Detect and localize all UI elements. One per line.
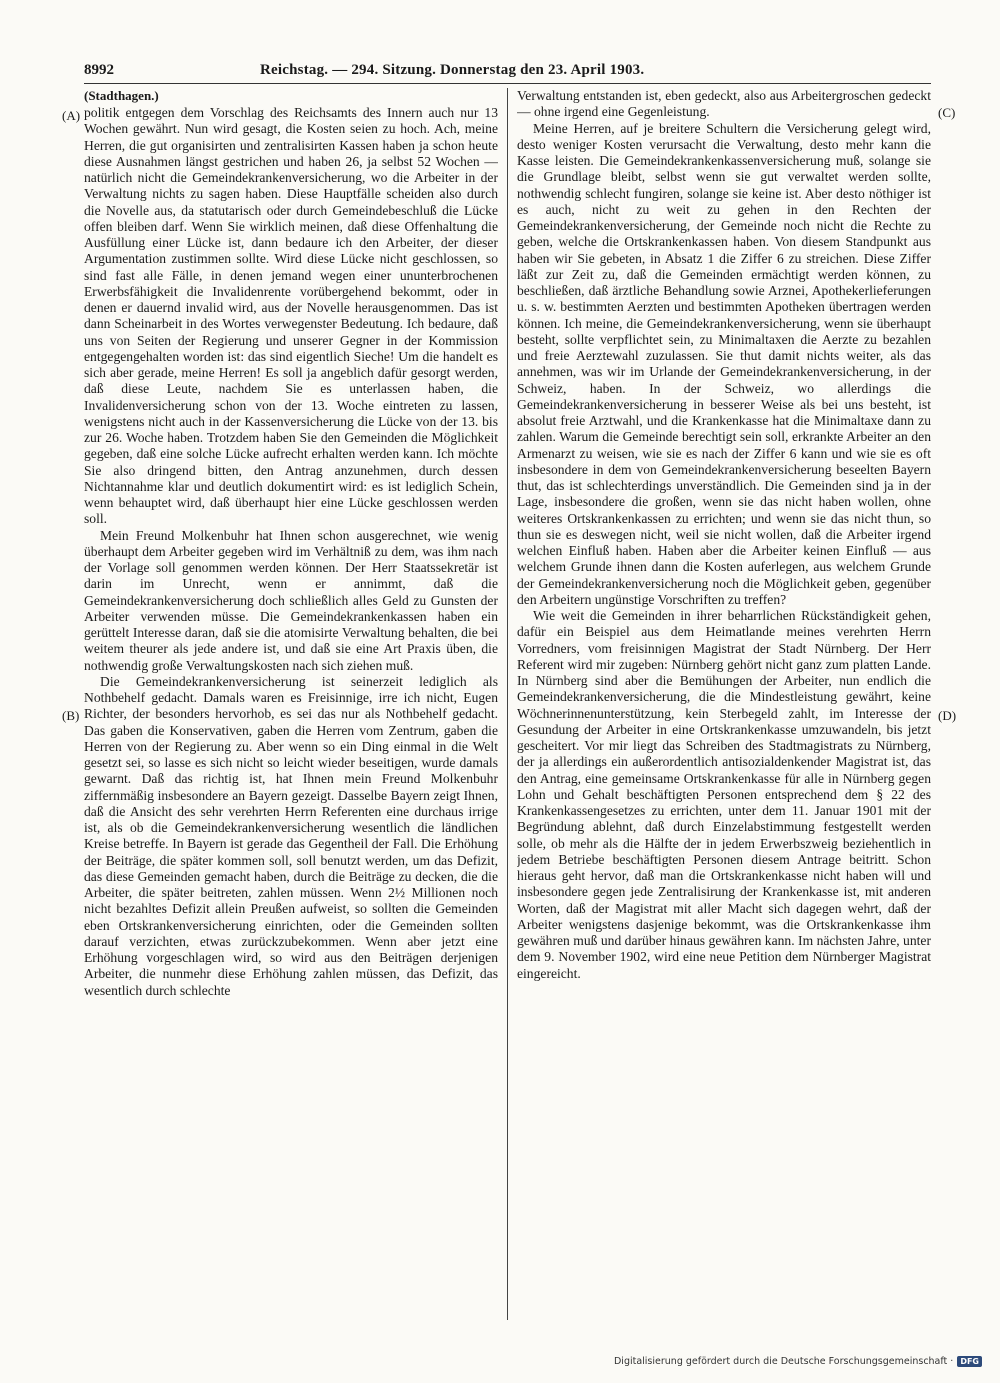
right-column bbox=[517, 88, 931, 1328]
paragraph: Meine Herren, auf je breitere Schultern die Versicherung gelegt wird, desto weniger Kosten verursacht die Verwaltung, desto mehr kann die Kasse leisten. Die Gemeindekrankenkassenversicherung muß, solange sie die Grundlage bleibt, selbst wenn sie gut verwaltet werden sollte, nothwendig schlecht fungiren, solange sie keine ist. Aber desto nöthiger ist es auch, nicht zu weit zu gehen in den Rechten der Gemeindekrankenversicherung, der Gemeinde noch nicht die Rechte zu geben, welche die Ortskrankenkassen haben. Von diesem Standpunkt aus haben wir Sie gebeten, in Absatz 1 die Ziffer 6 zu streichen. Diese Ziffer läßt zur Zeit zu, daß die Gemeinden ermächtigt werden können, zu beschließen, daß ärztliche Behandlung sowie Arznei, Apothekerlieferungen u. s. w. bestimmten Aerzten und bestimmten Apotheken übertragen werden können. Ich meine, die Gemeindekrankenversicherung, wenn sie überhaupt besteht, sollte verpflichtet sein, zu Minimaltaxen die Aerzte zu bezahlen und freie Aerztewahl zuzulassen. Sie thut damit nichts weiter, als das annehmen, was wir im Urlande der Gemeindekrankenversicherung, in der Schweiz, haben. In der Schweiz, wo allerdings die Gemeindekrankenversicherung in besserer Weise als bei uns besteht, ist absolut freie Arztwahl, und die Krankenkasse hat die Minimaltaxe dann zu zahlen. Warum die Gemeinde berechtigt sein soll, erkrankte Arbeiter an den Armenarzt zu weisen, wie sie es nach der Ziffer 6 kann und wie sie es oft insbesondere in dem von Gemeindekrankenversicherung beseelten Bayern thut, das ist schlechterdings unverständlich. Die Gemeinden sind ja in der Lage, insbesondere die großen, wenn sie das nicht haben wollen, ohne weiteres Ortskrankenkassen zu errichten; und wenn sie das nicht thun, so thun sie es deswegen nicht, weil sie nicht wollen, daß die Arbeiter irgend welchen Einfluß haben. Haben aber die Arbeiter keinen Einfluß — aus welchem Grunde ihnen dann die Kosten auferlegen, aus welchem Grunde der Gemeindekrankenversicherung noch die Möglichkeit geben, gegenüber den Arbeitern ungünstige Vorschriften zu treffen? bbox=[517, 120, 931, 607]
running-title: Reichstag. — 294. Sitzung. Donnerstag den 23. April 1903. bbox=[260, 62, 645, 78]
footer-text: Digitalisierung gefördert durch die Deutsche Forschungsgemeinschaft · bbox=[613, 1356, 954, 1367]
left-column bbox=[84, 105, 498, 1330]
paragraph: Mein Freund Molkenbuhr hat Ihnen schon ausgerechnet, wie wenig überhaupt dem Arbeiter gegeben wird im Verhältniß zu dem, was ihm nach der Vorlage soll genommen werden können. Der Herr Staatssekretär ist darin im Unrecht, wenn er annimmt, daß die Gemeindekrankenversicherung doch schließlich alles Geld zu Gunsten der Arbeiter verwenden müsse. Die Gemeindekrankenkassen haben ein gerüttelt Interesse daran, daß sie die atomisirte Verwaltung behalten, die bei weitem theurer als jede andere ist, und daß sie eine Art Praxis üben, die nothwendig große Verwaltungskosten nach sich ziehen muß. bbox=[84, 527, 498, 673]
margin-marker-a: (A) bbox=[62, 108, 81, 123]
margin-marker-c: (C) bbox=[938, 105, 956, 120]
margin-marker-d: (D) bbox=[938, 708, 957, 723]
paragraph: Die Gemeindekrankenversicherung ist seinerzeit lediglich als Nothbehelf gedacht. Damals waren es Freisinnige, irre ich nicht, Eugen Richter, der besonders hervorhob, es sei das nur als Nothbehelf gedacht. Das gaben die Konservativen, gaben die Herren vom Zentrum, gaben die Herren von der Regierung zu. Aber wenn so ein Ding einmal in die Welt gesetzt sei, so lasse es sich nicht so leicht wieder beseitigen, wurde damals gewarnt. Daß das richtig ist, hat Ihnen mein Freund Molkenbuhr ziffernmäßig insbesondere an Bayern gezeigt. Dasselbe Bayern zeigt Ihnen, daß die Ansicht des sehr verehrten Herrn Referenten eine durchaus irrige ist, als ob die Gemeindekrankenversicherung wesentlich die ländlichen Kreise betreffe. In Bayern ist gerade das Gegentheil der Fall. Die Erhöhung der Beiträge, die später kommen soll, soll benutzt werden, um das Defizit, das diese Gemeinden gemacht haben, durch die Beiträge zu decken, die die Arbeiter, die später beitreten, zahlen müssen. Wenn 2½ Millionen noch nicht bezahltes Defizit allein Preußen aufweist, so sollten die Gemeinden eben Ortskrankenversicherung einrichten, oder die Gemeinden sollten darauf verzichten, etwas zurückzubekommen. Wenn aber jetzt eine Erhöhung vorgeschlagen wird, so wird aus den Beiträgen derjenigen Arbeiter, die nunmehr diese Erhöhung zahlen müssen, das Defizit, das wesentlich durch schlechte bbox=[84, 673, 498, 998]
paragraph: Wie weit die Gemeinden in ihrer beharrlichen Rückständigkeit gehen, dafür ein Beispiel aus dem Heimatlande meines verehrten Herrn Vorredners, vom freisinnigen Magistrat der Stadt Nürnberg. Der Herr Referent wird mir zugeben: Nürnberg gehört nicht ganz zum platten Lande. In Nürnberg sind aber die Bemühungen der Arbeiter, nun endlich die Gemeindekrankenversicherung, die die Mindestleistung gewährt, keine Wöchnerinnenunterstützung, kein Sterbegeld zahlt, im Interesse der Gesundung der Arbeiter in eine Ortskrankenkasse umzuwandeln, bis jetzt gescheitert. Vor mir liegt das Schreiben des Stadtmagistrats zu Nürnberg, der ja allerdings ein außerordentlich antisozialdenkender Magistrat ist, das den Antrag, eine gemeinsame Ortskrankenkasse für alle in Nürnberg gegen Lohn und Gehalt beschäftigten Personen entsprechend dem § 22 des Krankenkassengesetzes zu errichten, unter dem 11. Januar 1901 mit der Begründung ablehnt, daß durch Einzelabstimmung festgestellt werden solle, ob mehr als die Hälfte der in jedem Erwerbszweig beziehentlich in jedem Betriebe beschäftigten Personen diesem Antrage beitritt. Schon hieraus geht hervor, daß man die Ortskrankenkasse nicht haben will und insbesondere gegen jede Zentralisirung der Krankenkasse ist, mit anderen Worten, daß der Magistrat mit aller Macht sich dagegen wehrt, daß der Arbeiter wenigstens dasjenige bekommt, was die Ortskrankenkasse ihm gewähren muß und darüber hinaus gewähren kann. Im nächsten Jahre, unter dem 9. November 1902, wird eine neue Petition dem Nürnberger Magistrat eingereicht. bbox=[517, 608, 931, 981]
page-number: 8992 bbox=[84, 62, 114, 78]
page-header bbox=[84, 60, 931, 84]
paragraph: politik entgegen dem Vorschlag des Reichsamts des Innern auch nur 13 Wochen gewährt. Nun wird gesagt, die Kosten seien zu hoch. Ach, meine Herren, die gut organisirten und zentralisirten Kassen haben ja schon heute diese Ausnahmen längst gestrichen und haben 26, ja selbst 52 Wochen — natürlich nicht die Gemeindekrankenversicherung, wo die Arbeiter in der Verwaltung nichts zu sagen haben. Diese Hauptfälle scheiden also durch die Novelle aus, da statutarisch oder durch Gemeindebeschluß die Lücke offen bleiben darf. Wenn Sie wirklich meinen, daß diese Offenhaltung die Ausfüllung einer Lücke ist, dann bedaure ich den Arbeiter, der dieser Argumentation zustimmen sollte. Wird diese Lücke nicht geschlossen, so sind fast alle Fälle, in denen jemand wegen einer ununterbrochenen Erwerbsfähigkeit die Invalidenrente vorübergehend bekommt, oder in denen er dauernd invalid wird, aus der Novelle herausgenommen. Das ist dann Scheinarbeit in des Wortes verwegenster Bedeutung. Ich bedaure, daß uns von Seiten der Regierung und unserer Gegner in der Kommission entgegengehalten worden ist: das sind eigentlich Sieche! Um die handelt es sich aber gerade, meine Herren! Es soll ja angeblich dafür gesorgt werden, daß diese Leute, nachdem Sie es unterlassen haben, die Invalidenversicherung schon von der 13. Woche eintreten zu lassen, wenigstens nicht auch in der Kassenversicherung die Lücke von der 13. bis zur 26. Woche haben. Trotzdem haben Sie den Gemeinden die Möglichkeit gegeben, daß eine solche Lücke aufrecht erhalten werden kann. Ich möchte Sie also dringend bitten, den Antrag anzunehmen, durch dessen Nichtannahme klar und deutlich dokumentirt wird: es ist lediglich Schein, wenn behauptet wird, daß überhaupt hier eine Lücke geschlossen werden soll. bbox=[84, 105, 498, 527]
speaker-label: (Stadthagen.) bbox=[84, 88, 159, 103]
footer bbox=[614, 1356, 982, 1367]
paragraph: Verwaltung entstanden ist, eben gedeckt, also aus Arbeitergroschen gedeckt — ohne irgend eine Gegenleistung. bbox=[517, 88, 931, 120]
margin-marker-b: (B) bbox=[62, 708, 80, 723]
header-rule bbox=[84, 83, 931, 84]
column-divider bbox=[507, 88, 508, 1320]
dfg-logo: DFG bbox=[957, 1356, 982, 1367]
